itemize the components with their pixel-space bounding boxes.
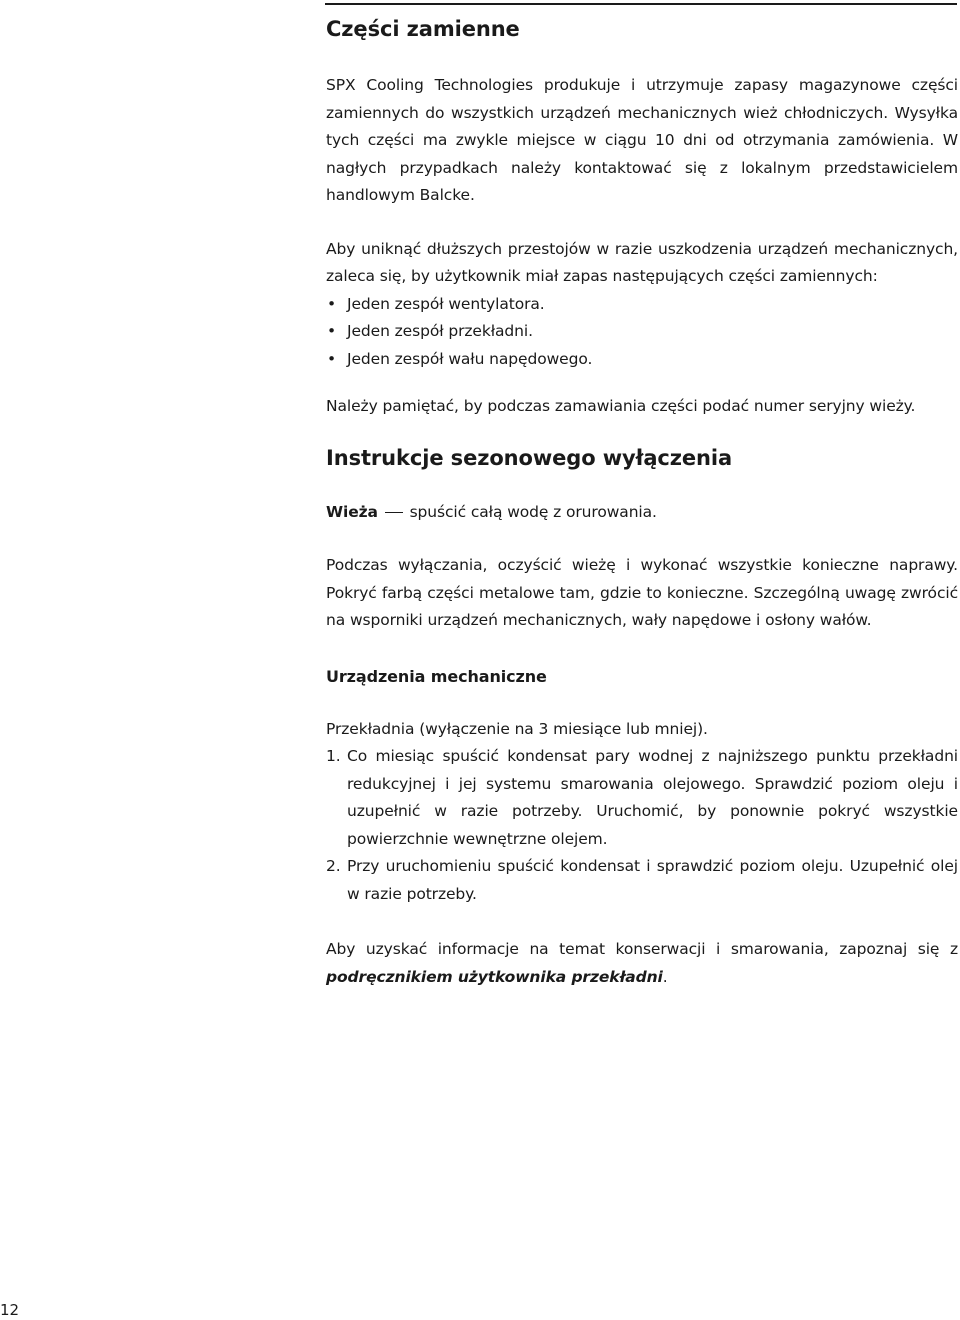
tower-instruction [326, 499, 958, 527]
bullet-icon: • [327, 349, 337, 368]
list-item: • Jeden zespół wentylatora. [326, 291, 958, 319]
spare-parts-list [326, 291, 958, 374]
bullet-icon: • [327, 294, 337, 313]
reference-paragraph: Aby uzyskać informacje na temat konserwacji i smarowania, zapoznaj się z podręcznikiem użytkownika przekładni. [326, 940, 958, 986]
list-item: • Jeden zespół wału napędowego. [326, 346, 958, 374]
spare-parts-paragraph-2: Aby uniknąć dłuższych przestojów w razie uszkodzenia urządzeń mechanicznych, zaleca się, by użytkownik miał zapas następujących części zamiennych: [326, 239, 958, 285]
tower-label: Wieża [326, 502, 378, 521]
page-content [326, 14, 958, 991]
gearbox-line: Przekładnia (wyłączenie na 3 miesiące lub mniej). [326, 719, 708, 738]
page-number: 12 [0, 1301, 20, 1319]
bullet-icon: • [327, 322, 337, 340]
list-item: 2. Przy uruchomieniu spuścić kondensat i sprawdzić poziom oleju. Uzupełnić olej w razie potrzeby. [326, 857, 958, 903]
spare-parts-note: Należy pamiętać, by podczas zamawiania części podać numer seryjny wieży. [326, 397, 916, 415]
top-rule [325, 3, 957, 5]
shutdown-heading: Instrukcje sezonowego wyłączenia [326, 445, 733, 470]
dash-separator [385, 512, 403, 513]
manual-reference: podręcznikiem użytkownika przekładni [326, 967, 663, 986]
list-item: 1. Co miesiąc spuścić kondensat pary wodnej z najniższego punktu przekładni redukcyjnej i jej systemu smarowania olejowego. Sprawdzić poziom oleju i uzupełnić w razie potrzeby. Uruchomić, by ponownie pokryć wszystkie powierzchnie wewnętrzne olejem. [326, 747, 958, 848]
shutdown-paragraph: Podczas wyłączania, oczyścić wieżę i wykonać wszystkie konieczne naprawy. Pokryć farbą części metalowe tam, gdzie to konieczne. Szczególną uwagę zwrócić na wsporniki urządzeń mechanicznych, wały napędowe i osłony wałów. [326, 556, 958, 629]
mechanical-equipment-heading: Urządzenia mechaniczne [326, 666, 547, 686]
list-item: • Jeden zespół przekładni. [326, 318, 958, 346]
spare-parts-paragraph-1: SPX Cooling Technologies produkuje i utrzymuje zapasy magazynowe części zamiennych do wszystkich urządzeń mechanicznych wież chłodniczych. Wysyłka tych części ma zwykle miejsce w ciągu 10 dni od otrzymania zamówienia. W nagłych przypadkach należy kontaktować się z lokalnym przedstawicielem handlowym Balcke. [326, 76, 958, 204]
gearbox-steps [326, 743, 958, 908]
spare-parts-heading: Części zamienne [326, 17, 520, 41]
tower-text: spuścić całą wodę z orurowania. [409, 502, 657, 521]
